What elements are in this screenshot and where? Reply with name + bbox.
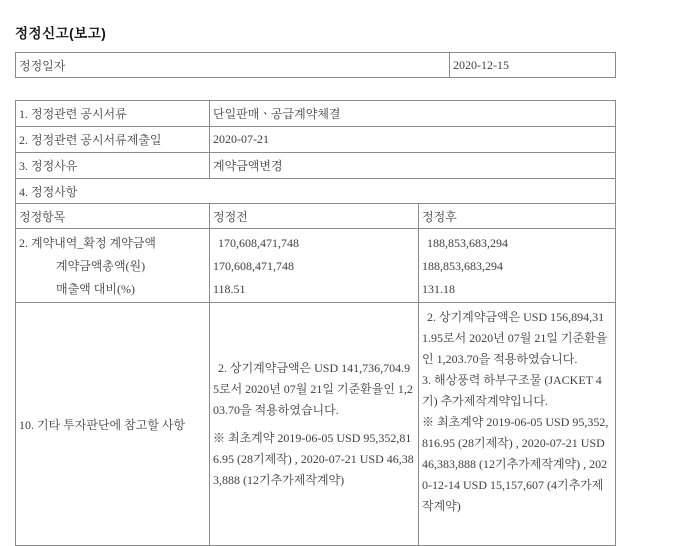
correction-reason-label: 3. 정정사유 [16, 153, 210, 179]
table-row-investment-note [16, 303, 616, 546]
correction-reason-value: 계약금액변경 [210, 153, 616, 179]
page-title: 정정신고(보고) [15, 26, 107, 41]
investment-note-before: 2. 상기계약금액은 USD 141,736,704.95로서 2020년 07월 21일 기준환율인 1,203.70을 적용하였습니다. ※ 최초계약 2019-06-05 USD 95,352,816.95 (28기제작) , 2020-07-21 USD 46,383,888 (12기추가제작계약) [210, 303, 419, 546]
header-item: 정정항목 [16, 204, 210, 229]
related-document-value: 단일판매ㆍ공급계약체결 [210, 101, 616, 127]
table-row-contract-amount [16, 229, 616, 303]
correction-items-section-label: 4. 정정사항 [16, 179, 616, 204]
contract-amount-before-cell [210, 229, 419, 303]
table-row [16, 53, 616, 78]
header-after: 정정후 [419, 204, 616, 229]
investment-note-label: 10. 기타 투자판단에 참고할 사항 [16, 303, 210, 546]
correction-detail-table [15, 100, 616, 546]
table-row-submission-date [16, 127, 616, 153]
contract-amount-after-lines: 188,853,683,294 188,853,683,294 131.18 [422, 236, 508, 296]
submission-date-value: 2020-07-21 [210, 127, 616, 153]
contract-amount-after-cell [419, 229, 616, 303]
correction-date-table [15, 52, 616, 78]
correction-date-value: 2020-12-15 [450, 53, 616, 78]
investment-note-after: 2. 상기계약금액은 USD 156,894,311.95로서 2020년 07월 21일 기준환율인 1,203.70을 적용하였습니다. 3. 해상풍력 하부구조물 (JACKET 4기) 추가제작계약입니다. ※ 최초계약 2019-06-05 USD 95,352,816.95 (28기제작) , 2020-07-21 USD 46,383,888 (12기추가제작계약) , 2020-12-14 USD 15,157,607 (4기추가제작계약) [419, 303, 616, 546]
submission-date-label: 2. 정정관련 공시서류제출일 [16, 127, 210, 153]
contract-amount-item-cell [16, 229, 210, 303]
header-before: 정정전 [210, 204, 419, 229]
contract-amount-before-lines: 170,608,471,748 170,608,471,748 118.51 [213, 236, 299, 296]
related-document-label: 1. 정정관련 공시서류 [16, 101, 210, 127]
contract-amount-item-lines: 2. 계약내역_확정 계약금액 계약금액총액(원) 매출액 대비(%) [19, 236, 156, 296]
table-row-correction-items-section [16, 179, 616, 204]
table-row-correction-reason [16, 153, 616, 179]
table-row-related-document [16, 101, 616, 127]
correction-date-label: 정정일자 [16, 53, 450, 78]
table-header-row [16, 204, 616, 229]
